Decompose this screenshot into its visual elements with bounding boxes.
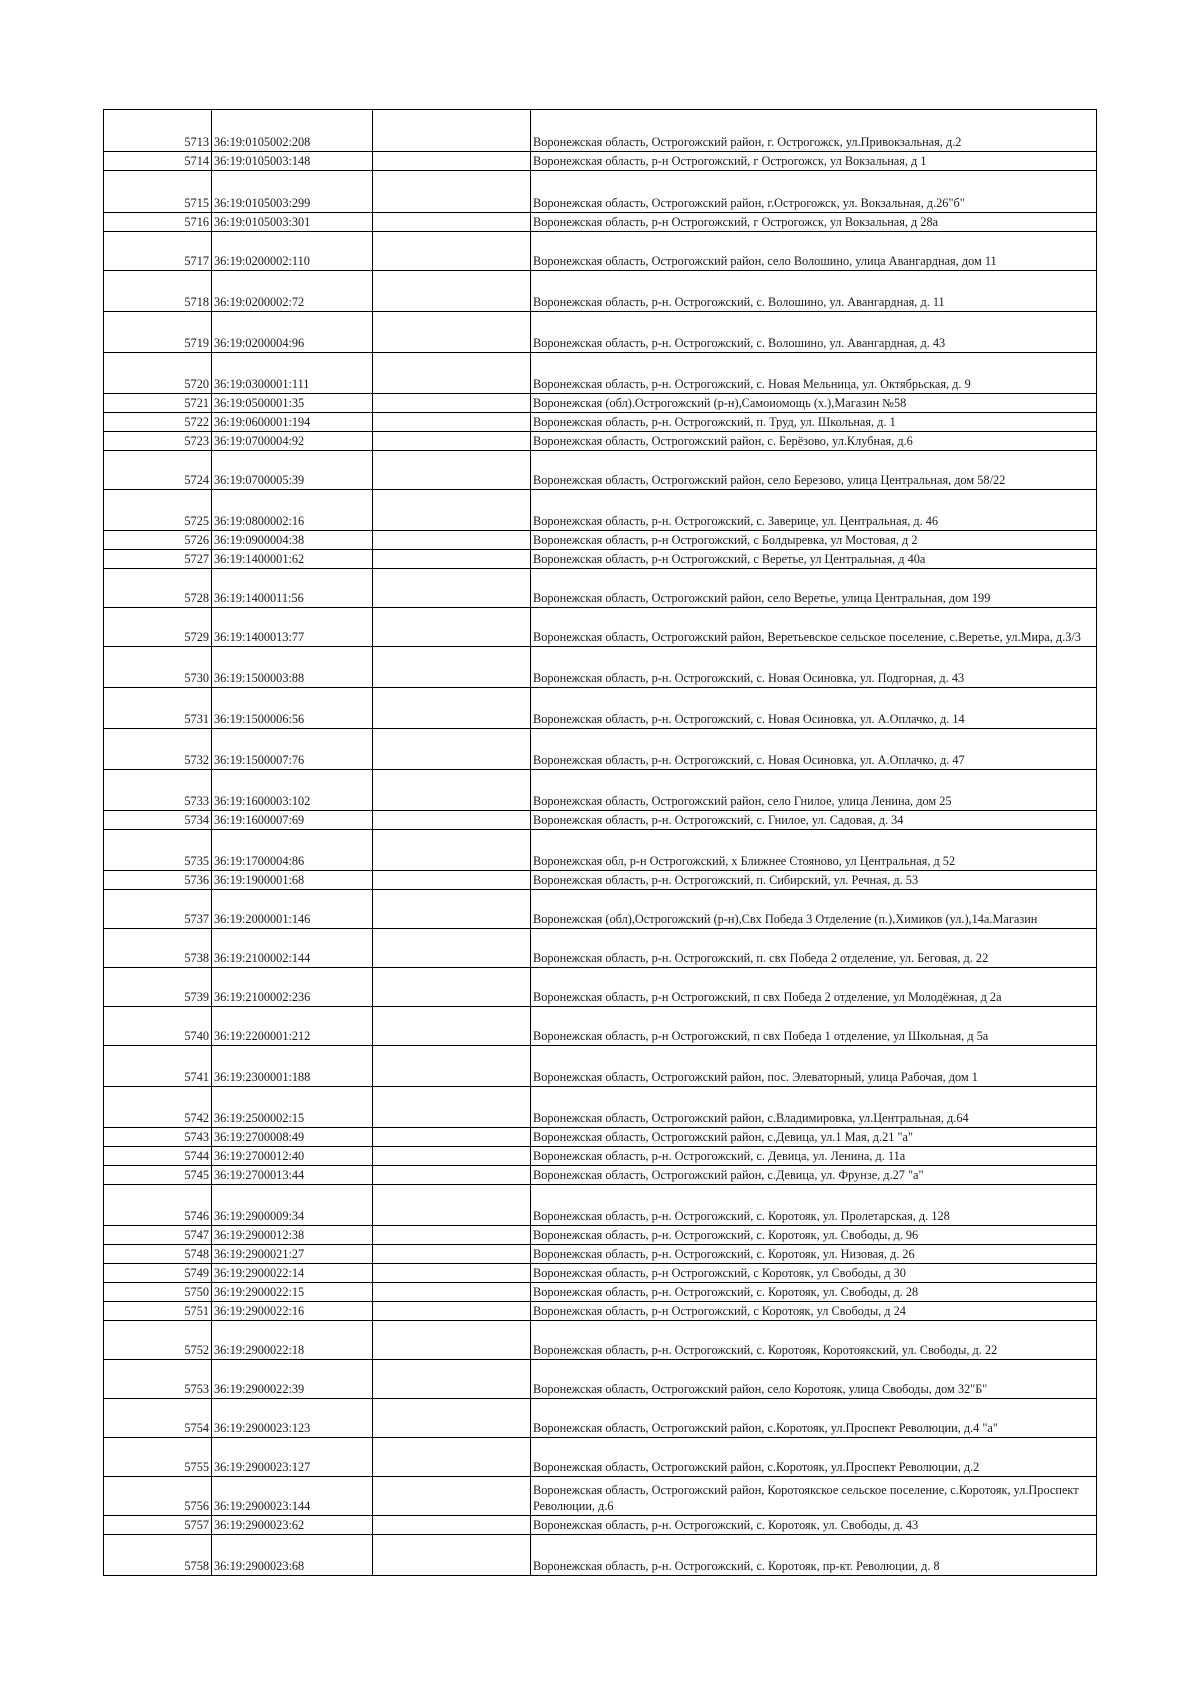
row-number-cell: 5752 — [104, 1321, 212, 1360]
empty-cell — [373, 110, 531, 152]
address-cell: Воронежская область, р-н. Острогожский, с. Коротояк, ул. Пролетарская, д. 128 — [531, 1185, 1097, 1226]
cadastral-number-cell: 36:19:1400001:62 — [212, 550, 373, 569]
cadastral-number-cell: 36:19:0200002:110 — [212, 232, 373, 271]
address-cell: Воронежская область, р-н Острогожский, с Коротояк, ул Свободы, д 24 — [531, 1302, 1097, 1321]
cadastral-number-cell: 36:19:2100002:144 — [212, 929, 373, 968]
address-cell: Воронежская область, р-н. Острогожский, с. Коротояк, ул. Свободы, д. 43 — [531, 1516, 1097, 1535]
empty-cell — [373, 968, 531, 1007]
row-number-cell: 5737 — [104, 890, 212, 929]
address-cell: Воронежская область, Острогожский район, пос. Элеваторный, улица Рабочая, дом 1 — [531, 1046, 1097, 1087]
cadastral-number-cell: 36:19:0500001:35 — [212, 394, 373, 413]
empty-cell — [373, 1128, 531, 1147]
row-number-cell: 5743 — [104, 1128, 212, 1147]
row-number-cell: 5728 — [104, 569, 212, 608]
table-row — [104, 1321, 1097, 1360]
table-row — [104, 451, 1097, 490]
row-number-cell: 5734 — [104, 811, 212, 830]
cadastral-number-cell: 36:19:0700004:92 — [212, 432, 373, 451]
address-cell: Воронежская область, р-н Острогожский, г Острогожск, ул Вокзальная, д 28а — [531, 213, 1097, 232]
row-number-cell: 5716 — [104, 213, 212, 232]
address-cell: Воронежская область, р-н. Острогожский, с. Коротояк, ул. Свободы, д. 28 — [531, 1283, 1097, 1302]
empty-cell — [373, 171, 531, 213]
address-cell: Воронежская область, р-н. Острогожский, п. свх Победа 2 отделение, ул. Беговая, д. 22 — [531, 929, 1097, 968]
table-row — [104, 232, 1097, 271]
table-row — [104, 968, 1097, 1007]
address-cell: Воронежская область, р-н. Острогожский, с. Новая Осиновка, ул. Подгорная, д. 43 — [531, 647, 1097, 688]
address-cell: Воронежская область, Острогожский район, село Березово, улица Центральная, дом 58/22 — [531, 451, 1097, 490]
table-row — [104, 929, 1097, 968]
address-cell: Воронежская область, Острогожский район, с.Коротояк, ул.Проспект Революции, д.4 "а" — [531, 1399, 1097, 1438]
table-row — [104, 1264, 1097, 1283]
table-row — [104, 647, 1097, 688]
cadastral-number-cell: 36:19:2900022:16 — [212, 1302, 373, 1321]
cadastral-number-cell: 36:19:1600007:69 — [212, 811, 373, 830]
cadastral-number-cell: 36:19:0900004:38 — [212, 531, 373, 550]
row-number-cell: 5739 — [104, 968, 212, 1007]
address-cell: Воронежская область, р-н Острогожский, г Острогожск, ул Вокзальная, д 1 — [531, 152, 1097, 171]
row-number-cell: 5721 — [104, 394, 212, 413]
empty-cell — [373, 353, 531, 394]
address-cell: Воронежская область, Острогожский район, село Волошино, улица Авангардная, дом 11 — [531, 232, 1097, 271]
cadastral-number-cell: 36:19:2900022:39 — [212, 1360, 373, 1399]
row-number-cell: 5748 — [104, 1245, 212, 1264]
cadastral-number-cell: 36:19:0300001:111 — [212, 353, 373, 394]
table-row — [104, 871, 1097, 890]
address-cell: Воронежская обл, р-н Острогожский, х Ближнее Стояново, ул Центральная, д 52 — [531, 830, 1097, 871]
row-number-cell: 5722 — [104, 413, 212, 432]
cadastral-number-cell: 36:19:2900023:144 — [212, 1477, 373, 1516]
address-cell: Воронежская область, р-н. Острогожский, с. Коротояк, ул. Низовая, д. 26 — [531, 1245, 1097, 1264]
row-number-cell: 5744 — [104, 1147, 212, 1166]
cadastral-number-cell: 36:19:2900022:15 — [212, 1283, 373, 1302]
cadastral-number-cell: 36:19:2900023:123 — [212, 1399, 373, 1438]
table-row — [104, 213, 1097, 232]
table-row — [104, 1087, 1097, 1128]
empty-cell — [373, 929, 531, 968]
cadastral-number-cell: 36:19:1600003:102 — [212, 770, 373, 811]
row-number-cell: 5723 — [104, 432, 212, 451]
cadastral-number-cell: 36:19:2000001:146 — [212, 890, 373, 929]
cadastral-number-cell: 36:19:1500003:88 — [212, 647, 373, 688]
address-cell: Воронежская область, р-н. Острогожский, с. Заверице, ул. Центральная, д. 46 — [531, 490, 1097, 531]
row-number-cell: 5757 — [104, 1516, 212, 1535]
cadastral-number-cell: 36:19:2200001:212 — [212, 1007, 373, 1046]
row-number-cell: 5741 — [104, 1046, 212, 1087]
empty-cell — [373, 451, 531, 490]
cadastral-number-cell: 36:19:0800002:16 — [212, 490, 373, 531]
row-number-cell: 5751 — [104, 1302, 212, 1321]
empty-cell — [373, 830, 531, 871]
table-row — [104, 1302, 1097, 1321]
cadastral-number-cell: 36:19:2900021:27 — [212, 1245, 373, 1264]
empty-cell — [373, 811, 531, 830]
row-number-cell: 5730 — [104, 647, 212, 688]
table-row — [104, 1535, 1097, 1576]
row-number-cell: 5754 — [104, 1399, 212, 1438]
empty-cell — [373, 1399, 531, 1438]
table-row — [104, 1166, 1097, 1185]
empty-cell — [373, 890, 531, 929]
cadastral-number-cell: 36:19:2900009:34 — [212, 1185, 373, 1226]
empty-cell — [373, 1535, 531, 1576]
empty-cell — [373, 213, 531, 232]
empty-cell — [373, 1087, 531, 1128]
empty-cell — [373, 1046, 531, 1087]
table-row — [104, 550, 1097, 569]
table-row — [104, 729, 1097, 770]
row-number-cell: 5713 — [104, 110, 212, 152]
table-row — [104, 1185, 1097, 1226]
empty-cell — [373, 1438, 531, 1477]
address-cell: Воронежская область, р-н. Острогожский, с. Новая Мельница, ул. Октябрьская, д. 9 — [531, 353, 1097, 394]
cadastral-number-cell: 36:19:0105002:208 — [212, 110, 373, 152]
address-cell: Воронежская область, р-н. Острогожский, с. Коротояк, ул. Свободы, д. 96 — [531, 1226, 1097, 1245]
cadastral-number-cell: 36:19:2900023:62 — [212, 1516, 373, 1535]
cadastral-number-cell: 36:19:2900022:14 — [212, 1264, 373, 1283]
address-cell: Воронежская область, р-н. Острогожский, с. Волошино, ул. Авангардная, д. 11 — [531, 271, 1097, 312]
address-cell: Воронежская область, р-н. Острогожский, с. Девица, ул. Ленина, д. 11а — [531, 1147, 1097, 1166]
cadastral-number-cell: 36:19:2700008:49 — [212, 1128, 373, 1147]
cadastral-number-cell: 36:19:0700005:39 — [212, 451, 373, 490]
cadastral-number-cell: 36:19:2300001:188 — [212, 1046, 373, 1087]
cadastral-number-cell: 36:19:1500007:76 — [212, 729, 373, 770]
row-number-cell: 5717 — [104, 232, 212, 271]
table-row — [104, 1477, 1097, 1516]
row-number-cell: 5738 — [104, 929, 212, 968]
empty-cell — [373, 1185, 531, 1226]
cadastral-number-cell: 36:19:0105003:299 — [212, 171, 373, 213]
row-number-cell: 5753 — [104, 1360, 212, 1399]
cadastral-number-cell: 36:19:2900012:38 — [212, 1226, 373, 1245]
table-row — [104, 811, 1097, 830]
address-cell: Воронежская область, р-н. Острогожский, с. Коротояк, пр-кт. Революции, д. 8 — [531, 1535, 1097, 1576]
property-registry-table — [103, 109, 1097, 1576]
table-row — [104, 1147, 1097, 1166]
empty-cell — [373, 232, 531, 271]
row-number-cell: 5735 — [104, 830, 212, 871]
table-row — [104, 1007, 1097, 1046]
cadastral-number-cell: 36:19:0200004:96 — [212, 312, 373, 353]
table-row — [104, 432, 1097, 451]
address-cell: Воронежская область, р-н. Острогожский, с. Волошино, ул. Авангардная, д. 43 — [531, 312, 1097, 353]
empty-cell — [373, 531, 531, 550]
table-row — [104, 1226, 1097, 1245]
table-row — [104, 413, 1097, 432]
cadastral-number-cell: 36:19:2700013:44 — [212, 1166, 373, 1185]
cadastral-number-cell: 36:19:0600001:194 — [212, 413, 373, 432]
empty-cell — [373, 1360, 531, 1399]
table-row — [104, 394, 1097, 413]
address-cell: Воронежская область, р-н. Острогожский, с. Новая Осиновка, ул. А.Оплачко, д. 47 — [531, 729, 1097, 770]
address-cell: Воронежская область, Острогожский район, Веретьевское сельское поселение, с.Веретье, ул.Мира, д.3/3 — [531, 608, 1097, 647]
table-row — [104, 1399, 1097, 1438]
empty-cell — [373, 569, 531, 608]
table-row — [104, 531, 1097, 550]
cadastral-number-cell: 36:19:2100002:236 — [212, 968, 373, 1007]
address-cell: Воронежская область, Острогожский район, село Веретье, улица Центральная, дом 199 — [531, 569, 1097, 608]
cadastral-number-cell: 36:19:0105003:148 — [212, 152, 373, 171]
address-cell: Воронежская область, р-н. Острогожский, п. Труд, ул. Школьная, д. 1 — [531, 413, 1097, 432]
cadastral-number-cell: 36:19:1500006:56 — [212, 688, 373, 729]
empty-cell — [373, 432, 531, 451]
address-cell: Воронежская область, Острогожский район, с. Берёзово, ул.Клубная, д.6 — [531, 432, 1097, 451]
address-cell: Воронежская область, р-н. Острогожский, с. Коротояк, Коротоякский, ул. Свободы, д. 22 — [531, 1321, 1097, 1360]
empty-cell — [373, 1477, 531, 1516]
table-row — [104, 1360, 1097, 1399]
empty-cell — [373, 312, 531, 353]
row-number-cell: 5719 — [104, 312, 212, 353]
empty-cell — [373, 770, 531, 811]
address-cell: Воронежская область, р-н. Острогожский, п. Сибирский, ул. Речная, д. 53 — [531, 871, 1097, 890]
table-row — [104, 490, 1097, 531]
row-number-cell: 5726 — [104, 531, 212, 550]
row-number-cell: 5745 — [104, 1166, 212, 1185]
address-cell: Воронежская область, Острогожский район, г. Острогожск, ул.Привокзальная, д.2 — [531, 110, 1097, 152]
row-number-cell: 5729 — [104, 608, 212, 647]
empty-cell — [373, 1147, 531, 1166]
row-number-cell: 5758 — [104, 1535, 212, 1576]
row-number-cell: 5749 — [104, 1264, 212, 1283]
address-cell: Воронежская область, Острогожский район, с.Владимировка, ул.Центральная, д.64 — [531, 1087, 1097, 1128]
cadastral-number-cell: 36:19:2500002:15 — [212, 1087, 373, 1128]
table-row — [104, 608, 1097, 647]
table-row — [104, 688, 1097, 729]
empty-cell — [373, 1245, 531, 1264]
table-row — [104, 353, 1097, 394]
empty-cell — [373, 1007, 531, 1046]
cadastral-number-cell: 36:19:0200002:72 — [212, 271, 373, 312]
cadastral-number-cell: 36:19:2900023:127 — [212, 1438, 373, 1477]
empty-cell — [373, 1516, 531, 1535]
row-number-cell: 5746 — [104, 1185, 212, 1226]
address-cell: Воронежская область, р-н. Острогожский, с. Новая Осиновка, ул. А.Оплачко, д. 14 — [531, 688, 1097, 729]
empty-cell — [373, 152, 531, 171]
empty-cell — [373, 550, 531, 569]
empty-cell — [373, 1226, 531, 1245]
row-number-cell: 5750 — [104, 1283, 212, 1302]
address-cell: Воронежская область, р-н Острогожский, п свх Победа 1 отделение, ул Школьная, д 5а — [531, 1007, 1097, 1046]
table-row — [104, 1046, 1097, 1087]
row-number-cell: 5747 — [104, 1226, 212, 1245]
cadastral-number-cell: 36:19:2700012:40 — [212, 1147, 373, 1166]
address-cell: Воронежская область, Острогожский район, с.Девица, ул. Фрунзе, д.27 "а" — [531, 1166, 1097, 1185]
empty-cell — [373, 608, 531, 647]
address-cell: Воронежская (обл),Острогожский (р-н),Свх Победа 3 Отделение (п.),Химиков (ул.),14а.Магазин — [531, 890, 1097, 929]
cadastral-number-cell: 36:19:1700004:86 — [212, 830, 373, 871]
address-cell: Воронежская область, р-н Острогожский, с Веретье, ул Центральная, д 40а — [531, 550, 1097, 569]
cadastral-number-cell: 36:19:1400011:56 — [212, 569, 373, 608]
empty-cell — [373, 1302, 531, 1321]
empty-cell — [373, 1264, 531, 1283]
row-number-cell: 5733 — [104, 770, 212, 811]
table-row — [104, 312, 1097, 353]
address-cell: Воронежская область, Острогожский район, с.Девица, ул.1 Мая, д.21 "а" — [531, 1128, 1097, 1147]
address-cell: Воронежская область, Острогожский район, Коротоякское сельское поселение, с.Коротояк, ул.Проспект Революции, д.6 — [531, 1477, 1097, 1516]
address-cell: Воронежская область, р-н. Острогожский, с. Гнилое, ул. Садовая, д. 34 — [531, 811, 1097, 830]
row-number-cell: 5755 — [104, 1438, 212, 1477]
table-row — [104, 171, 1097, 213]
table-row — [104, 830, 1097, 871]
row-number-cell: 5740 — [104, 1007, 212, 1046]
cadastral-number-cell: 36:19:1900001:68 — [212, 871, 373, 890]
table-row — [104, 152, 1097, 171]
address-cell: Воронежская (обл).Острогожский (р-н),Самоиомощь (х.),Магазин №58 — [531, 394, 1097, 413]
table-row — [104, 569, 1097, 608]
address-cell: Воронежская область, р-н Острогожский, п свх Победа 2 отделение, ул Молодёжная, д 2а — [531, 968, 1097, 1007]
empty-cell — [373, 688, 531, 729]
table-row — [104, 1128, 1097, 1147]
table-row — [104, 1283, 1097, 1302]
empty-cell — [373, 394, 531, 413]
empty-cell — [373, 413, 531, 432]
address-cell: Воронежская область, Острогожский район, с.Коротояк, ул.Проспект Революции, д.2 — [531, 1438, 1097, 1477]
empty-cell — [373, 490, 531, 531]
address-cell: Воронежская область, Острогожский район, село Коротояк, улица Свободы, дом 32"Б" — [531, 1360, 1097, 1399]
row-number-cell: 5715 — [104, 171, 212, 213]
cadastral-number-cell: 36:19:2900023:68 — [212, 1535, 373, 1576]
empty-cell — [373, 1321, 531, 1360]
address-cell: Воронежская область, р-н Острогожский, с Болдыревка, ул Мостовая, д 2 — [531, 531, 1097, 550]
empty-cell — [373, 1166, 531, 1185]
address-cell: Воронежская область, р-н Острогожский, с Коротояк, ул Свободы, д 30 — [531, 1264, 1097, 1283]
cadastral-number-cell: 36:19:0105003:301 — [212, 213, 373, 232]
registry-table-body — [104, 110, 1097, 1576]
cadastral-number-cell: 36:19:1400013:77 — [212, 608, 373, 647]
row-number-cell: 5724 — [104, 451, 212, 490]
table-row — [104, 1516, 1097, 1535]
cadastral-number-cell: 36:19:2900022:18 — [212, 1321, 373, 1360]
empty-cell — [373, 729, 531, 770]
row-number-cell: 5742 — [104, 1087, 212, 1128]
table-row — [104, 1245, 1097, 1264]
address-cell: Воронежская область, Острогожский район, г.Острогожск, ул. Вокзальная, д.26"б" — [531, 171, 1097, 213]
table-row — [104, 110, 1097, 152]
empty-cell — [373, 271, 531, 312]
table-row — [104, 770, 1097, 811]
empty-cell — [373, 647, 531, 688]
row-number-cell: 5732 — [104, 729, 212, 770]
row-number-cell: 5756 — [104, 1477, 212, 1516]
empty-cell — [373, 1283, 531, 1302]
row-number-cell: 5718 — [104, 271, 212, 312]
table-row — [104, 1438, 1097, 1477]
row-number-cell: 5714 — [104, 152, 212, 171]
row-number-cell: 5720 — [104, 353, 212, 394]
empty-cell — [373, 871, 531, 890]
row-number-cell: 5725 — [104, 490, 212, 531]
row-number-cell: 5727 — [104, 550, 212, 569]
row-number-cell: 5736 — [104, 871, 212, 890]
address-cell: Воронежская область, Острогожский район, село Гнилое, улица Ленина, дом 25 — [531, 770, 1097, 811]
row-number-cell: 5731 — [104, 688, 212, 729]
table-row — [104, 890, 1097, 929]
table-row — [104, 271, 1097, 312]
